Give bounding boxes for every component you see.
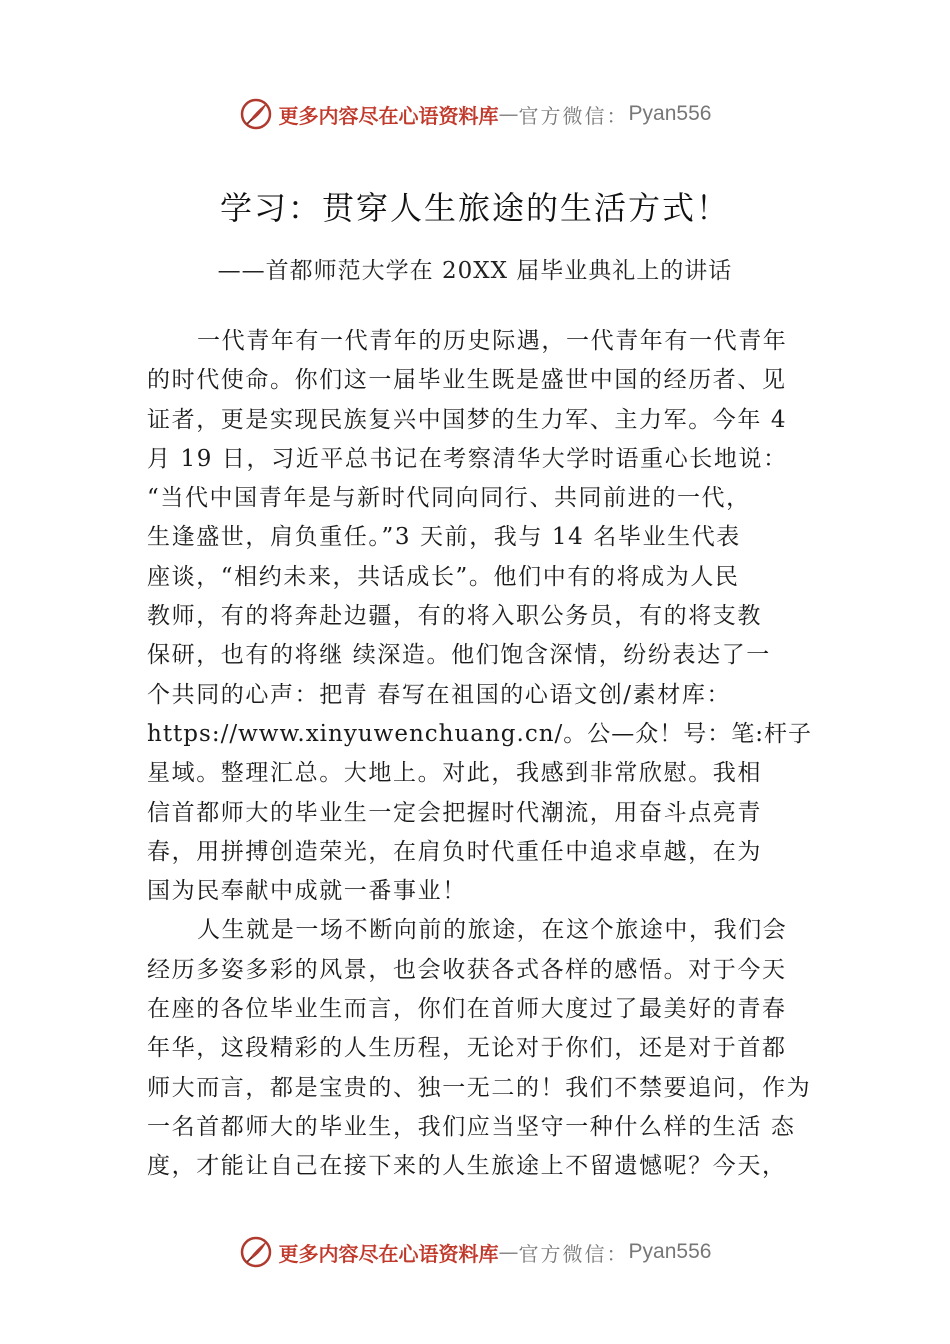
- footer-banner: [0, 1232, 950, 1272]
- document-body: [147, 322, 817, 1187]
- body-line: 师大而言，都是宝贵的、独一无二的！我们不禁要追问，作为: [147, 1074, 812, 1101]
- body-line: 一名首都师大的毕业生，我们应当坚守一种什么样的生活 态: [147, 1113, 796, 1140]
- body-line: 国为民奉献中成就一番事业！: [147, 878, 467, 905]
- body-line: 星域。整理汇总。大地上。对此，我感到非常欣慰。我相: [147, 760, 762, 787]
- banner-label: 官方微信：: [518, 103, 629, 128]
- body-line: 春，用拼搏创造荣光，在肩负时代重任中追求卓越，在为: [147, 838, 762, 865]
- body-line: 教师，有的将奔赴边疆，有的将入职公务员，有的将支教: [147, 603, 762, 630]
- body-line: 个共同的心声：把青 春写在祖国的心语文创/素材库：: [147, 681, 732, 708]
- body-line: 证者，更是实现民族复兴中国梦的生力军、主力军。今年 4: [147, 406, 788, 433]
- body-line: 信首都师大的毕业生一定会把握时代潮流，用奋斗点亮青: [147, 799, 762, 826]
- body-line: 月 19 日，习近平总书记在考察清华大学时语重心长地说：: [147, 445, 788, 472]
- body-line: “当代中国青年是与新时代同向同行、共同前进的一代，: [147, 485, 751, 512]
- document-subtitle: ——首都师范大学在 20XX 届毕业典礼上的讲话: [217, 258, 733, 284]
- banner-handle: Pyan556: [628, 102, 712, 125]
- banner-dash: —: [498, 102, 519, 126]
- body-line: 保研，也有的将继 续深造。他们饱含深情，纷纷表达了一: [147, 642, 771, 669]
- banner-brand-text: 更多内容尽在心语资料库: [278, 103, 499, 128]
- body-line: https://www.xinyuwenchuang.cn/。公—众！号：笔:杆子: [147, 720, 813, 747]
- quill-pen-seal-icon: [239, 1235, 273, 1269]
- body-line: 的时代使命。你们这一届毕业生既是盛世中国的经历者、见: [147, 367, 787, 394]
- body-line: 座谈，“相约未来，共话成长”。他们中有的将成为人民: [147, 563, 740, 590]
- header-banner: [0, 94, 950, 134]
- body-line: 年华，这段精彩的人生历程，无论对于你们，还是对于首都: [147, 1035, 787, 1062]
- banner-dash: —: [498, 1240, 519, 1264]
- banner-handle: Pyan556: [628, 1240, 712, 1263]
- body-line: 在座的各位毕业生而言，你们在首师大度过了最美好的青春: [147, 996, 787, 1023]
- quill-pen-seal-icon: [239, 97, 273, 131]
- body-line: 生逢盛世，肩负重任。”3 天前，我与 14 名毕业生代表: [147, 524, 741, 551]
- document-title: 学习：贯穿人生旅途的生活方式！: [219, 189, 730, 227]
- body-line: 一代青年有一代青年的历史际遇，一代青年有一代青年: [197, 328, 788, 354]
- banner-label: 官方微信：: [518, 1241, 629, 1266]
- body-line: 人生就是一场不断向前的旅途，在这个旅途中，我们会: [197, 917, 788, 944]
- banner-brand-text: 更多内容尽在心语资料库: [278, 1241, 499, 1266]
- body-line: 经历多姿多彩的风景，也会收获各式各样的感悟。对于今天: [147, 956, 787, 983]
- body-line: 度，才能让自己在接下来的人生旅途上不留遗憾呢？今天，: [147, 1153, 787, 1180]
